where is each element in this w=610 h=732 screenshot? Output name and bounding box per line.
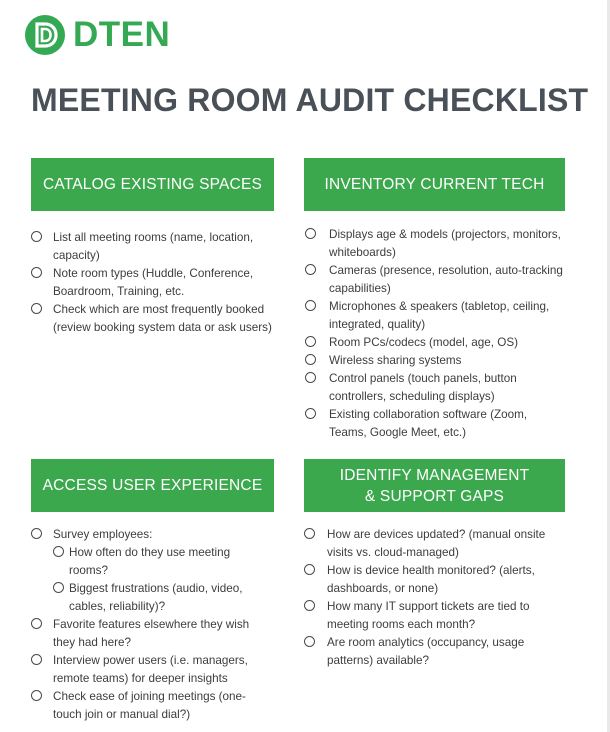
- access-heading-text: ACCESS USER EXPERIENCE: [42, 477, 263, 494]
- checklist-item[interactable]: Displays age & models (projectors, monitors, whiteboards): [305, 226, 567, 262]
- checkbox-circle-icon[interactable]: [305, 228, 316, 239]
- checklist-item[interactable]: Note room types (Huddle, Conference, Boardroom, Training, etc.: [31, 265, 275, 301]
- checkbox-circle-icon[interactable]: [31, 618, 42, 629]
- checkbox-circle-icon[interactable]: [31, 303, 42, 314]
- catalog-checklist: [31, 229, 275, 337]
- checklist-subitem[interactable]: Biggest frustrations (audio, video, cables, reliability)?: [53, 580, 271, 616]
- checkbox-circle-icon[interactable]: [305, 354, 316, 365]
- checkbox-circle-icon[interactable]: [305, 408, 316, 419]
- checklist-item[interactable]: How many IT support tickets are tied to meeting rooms each month?: [304, 598, 566, 634]
- checkbox-circle-icon[interactable]: [31, 528, 42, 539]
- checklist-item[interactable]: Control panels (touch panels, button controllers, scheduling displays): [305, 370, 567, 406]
- checkbox-circle-icon[interactable]: [304, 528, 315, 539]
- checkbox-circle-icon[interactable]: [31, 690, 42, 701]
- checklist-item[interactable]: Check which are most frequently booked (review booking system data or ask users): [31, 301, 275, 337]
- checklist-item[interactable]: List all meeting rooms (name, location, capacity): [31, 229, 275, 265]
- checkbox-circle-icon[interactable]: [305, 336, 316, 347]
- inventory-checklist: [305, 226, 567, 442]
- checklist-subitem[interactable]: How often do they use meeting rooms?: [53, 544, 271, 580]
- inventory-heading-text: INVENTORY CURRENT TECH: [324, 176, 545, 193]
- checklist-item[interactable]: Cameras (presence, resolution, auto-tracking capabilities): [305, 262, 567, 298]
- checklist-item[interactable]: Favorite features elsewhere they wish they had here?: [31, 616, 271, 652]
- checkbox-circle-icon[interactable]: [305, 300, 316, 311]
- checklist-item[interactable]: Survey employees:: [31, 526, 271, 544]
- dten-logo-icon: [24, 14, 68, 56]
- checkbox-circle-icon[interactable]: [304, 636, 315, 647]
- checkbox-circle-icon[interactable]: [31, 654, 42, 665]
- checklist-item[interactable]: Existing collaboration software (Zoom, Teams, Google Meet, etc.): [305, 406, 567, 442]
- checkbox-circle-icon[interactable]: [304, 600, 315, 611]
- checkbox-circle-icon[interactable]: [305, 264, 316, 275]
- checklist-item[interactable]: Interview power users (i.e. managers, remote teams) for deeper insights: [31, 652, 271, 688]
- checklist-item[interactable]: Room PCs/codecs (model, age, OS): [305, 334, 567, 352]
- checkbox-circle-icon[interactable]: [304, 564, 315, 575]
- checkbox-circle-icon[interactable]: [31, 231, 42, 242]
- catalog-section-heading: [31, 158, 274, 211]
- dten-logo: [24, 14, 170, 56]
- identify-heading-line2: & SUPPORT GAPS: [364, 487, 505, 505]
- checklist-item[interactable]: Microphones & speakers (tabletop, ceiling, integrated, quality): [305, 298, 567, 334]
- checkbox-circle-icon[interactable]: [53, 582, 64, 593]
- logo-text: DTEN: [73, 15, 171, 54]
- access-checklist: [31, 526, 271, 724]
- inventory-section-heading: [304, 158, 565, 211]
- checklist-item[interactable]: How are devices updated? (manual onsite visits vs. cloud-managed): [304, 526, 566, 562]
- checkbox-circle-icon[interactable]: [305, 372, 316, 383]
- checkbox-circle-icon[interactable]: [31, 267, 42, 278]
- page-title: MEETING ROOM AUDIT CHECKLIST: [31, 82, 589, 118]
- checklist-item[interactable]: How is device health monitored? (alerts, dashboards, or none): [304, 562, 566, 598]
- identify-section-heading: [304, 459, 565, 512]
- checkbox-circle-icon[interactable]: [53, 546, 64, 557]
- checklist-item[interactable]: Wireless sharing systems: [305, 352, 567, 370]
- identify-checklist: [304, 526, 566, 670]
- checklist-item[interactable]: Check ease of joining meetings (one-touch join or manual dial?): [31, 688, 271, 724]
- identify-heading-line1: IDENTIFY MANAGEMENT: [339, 466, 530, 484]
- catalog-heading-text: CATALOG EXISTING SPACES: [42, 176, 263, 193]
- checklist-item[interactable]: Are room analytics (occupancy, usage patterns) available?: [304, 634, 566, 670]
- access-section-heading: [31, 459, 274, 512]
